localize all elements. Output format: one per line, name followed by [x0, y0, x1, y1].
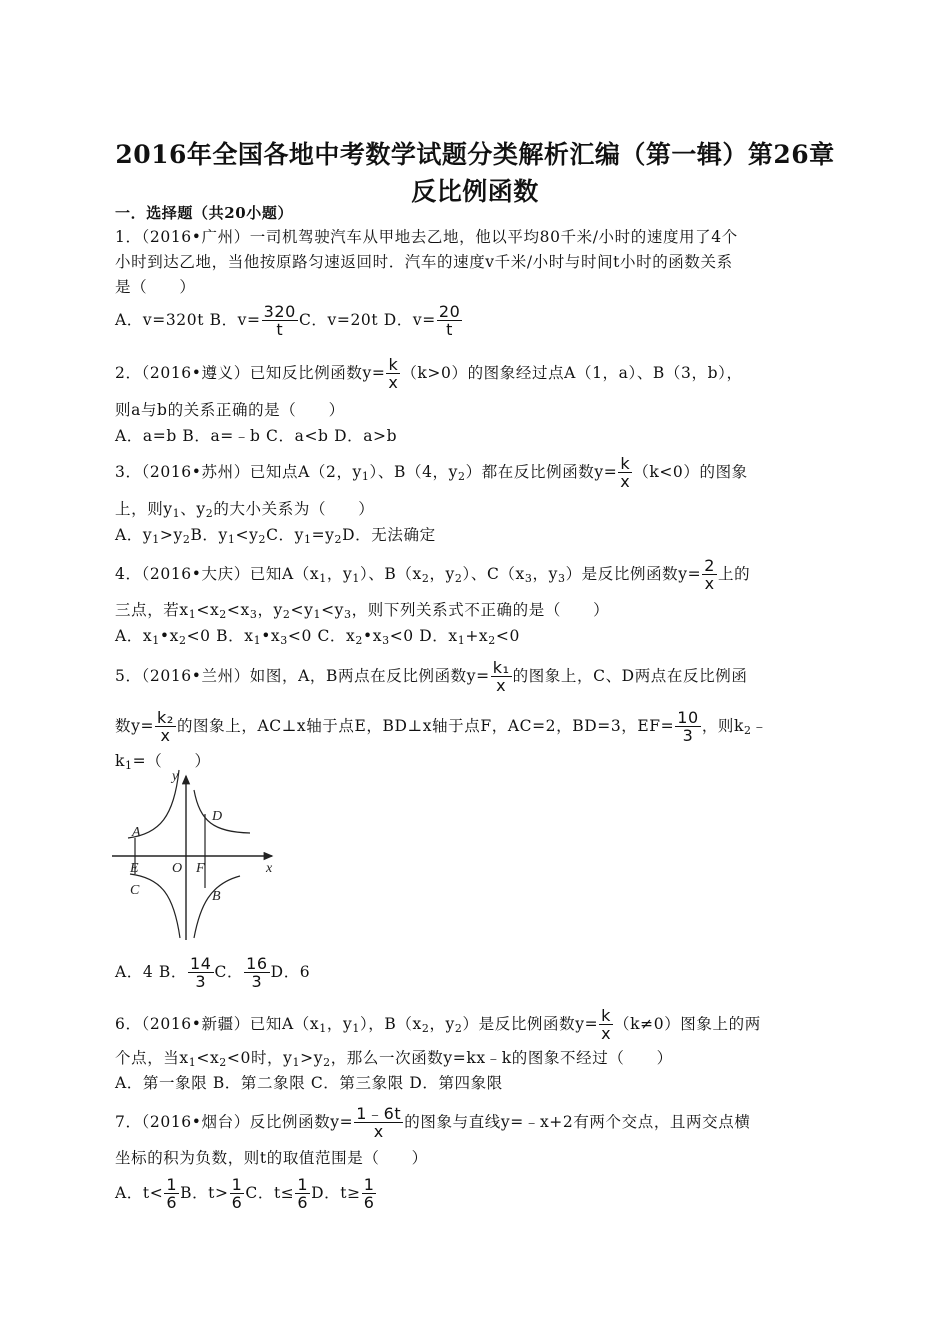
label-x: x	[266, 861, 273, 876]
q6-line2	[115, 1047, 840, 1069]
label-o: O	[172, 861, 183, 876]
q4-option: •x	[261, 627, 281, 645]
fraction-denominator: 6	[363, 1193, 375, 1212]
q3-fraction	[618, 455, 632, 491]
q3-text: ）都在反比例函数y=	[465, 463, 618, 481]
subscript: 2	[282, 608, 291, 621]
q7-option: D．t≥	[311, 1184, 361, 1202]
q6-text: ），B（x	[359, 1015, 422, 1033]
q5-hyperbola-graph	[110, 766, 280, 942]
q7-fraction-d	[362, 1176, 377, 1212]
fraction-denominator: x	[496, 676, 507, 695]
q3-text: 、y	[180, 500, 206, 518]
q4-text: ，y	[532, 565, 558, 583]
subscript: 2	[458, 470, 466, 483]
q7-option: A．t<	[115, 1184, 164, 1202]
fraction-numerator: 1﹣6t	[356, 1104, 402, 1123]
section-heading: 一．选择题（共20小题）	[115, 204, 294, 222]
subscript: 3	[524, 572, 533, 585]
subscript: 1	[319, 1022, 327, 1035]
q3-option: <y	[235, 526, 259, 544]
subscript: 2	[454, 1022, 463, 1035]
q5-line2	[115, 709, 840, 745]
subscript: 2	[744, 724, 752, 737]
q5-text: k	[115, 752, 125, 770]
subscript: 1	[313, 608, 322, 621]
subscript: 1	[303, 533, 312, 546]
q1-line1: 1．（2016•广州）一司机驾驶汽车从甲地去乙地，他以平均80千米/小时的速度用了4个	[115, 228, 738, 246]
subscript: 1	[253, 634, 262, 647]
q2-text: 2．（2016•遵义）已知反比例函数y=	[115, 364, 386, 382]
subscript: 2	[488, 634, 496, 647]
q3-option: A．y	[115, 526, 153, 544]
subscript: 1	[292, 1056, 301, 1069]
q2-options: A．a=b B．a=﹣b C．a<b D．a>b	[115, 427, 398, 445]
fraction-denominator: 6	[297, 1193, 309, 1212]
q5-option: D．6	[270, 963, 311, 981]
q7-option: B．t>	[180, 1184, 229, 1202]
fraction-numerator: 16	[246, 954, 268, 973]
q4-option: <0 B．x	[186, 627, 254, 645]
subscript: 1	[361, 470, 370, 483]
subscript: 1	[188, 608, 197, 621]
q4-text: <x	[226, 601, 250, 619]
fraction-denominator: 3	[251, 972, 263, 991]
q1-line3: 是（ ）	[115, 278, 196, 296]
q4-text: <y	[290, 601, 314, 619]
q4-option: •x	[362, 627, 383, 645]
q1-fraction-d	[437, 303, 463, 339]
q6-text: 个点，当x	[115, 1049, 189, 1067]
subscript: 1	[352, 572, 360, 585]
q7-option: C．t≤	[245, 1184, 295, 1202]
q7-text-post: 的图象与直线y=﹣x+2有两个交点，且两交点横	[404, 1113, 751, 1131]
q5-line1	[115, 659, 840, 695]
curve-k1-branch-lower-right	[194, 876, 240, 938]
subscript: 2	[355, 634, 363, 647]
q4-text: ）、C（x	[462, 565, 525, 583]
subscript: 1	[457, 634, 466, 647]
q5-text: 数y=	[115, 717, 155, 735]
q6-text-post: （k≠0）图象上的两	[614, 1015, 761, 1033]
q3-text: 的大小关系为（ ）	[213, 500, 375, 518]
q6-line1	[115, 1007, 840, 1043]
subscript: 3	[382, 634, 390, 647]
q4-text: <x	[196, 601, 220, 619]
fraction-numerator: 20	[438, 302, 461, 321]
subscript: 1	[352, 1022, 360, 1035]
q7-fraction	[354, 1105, 403, 1141]
q6-options: A．第一象限 B．第二象限 C．第三象限 D．第四象限	[115, 1074, 503, 1092]
fraction-numerator: 14	[189, 954, 212, 973]
fraction-numerator: k	[601, 1006, 612, 1025]
q5-text: ，则k	[701, 717, 745, 735]
subscript: 2	[323, 1056, 331, 1069]
subscript: 1	[152, 634, 160, 647]
fraction-denominator: x	[160, 726, 171, 745]
fraction-numerator: k	[388, 355, 399, 374]
q6-text: ）是反比例函数y=	[462, 1015, 599, 1033]
subscript: 1	[125, 759, 133, 772]
q6-fraction	[599, 1007, 613, 1043]
q4-options	[115, 625, 840, 647]
q1-option-a-b: A．v=320t B．v=	[115, 311, 261, 329]
q5-fraction-c	[244, 955, 270, 991]
subscript: 2	[421, 1022, 430, 1035]
q6-text: >y	[300, 1049, 324, 1067]
q4-option: <0 D．x	[389, 627, 458, 645]
fraction-denominator: 3	[682, 726, 694, 745]
subscript: 2	[421, 572, 430, 585]
q3-text: 3．（2016•苏州）已知点A（2，y	[115, 463, 362, 481]
q7-line2: 坐标的积为负数，则t的取值范围是（ ）	[115, 1149, 428, 1167]
fraction-numerator: 1	[231, 1175, 243, 1194]
subscript: 1	[152, 533, 160, 546]
q2-text-post: （k>0）的图象经过点A（1，a）、B（3，b），	[401, 364, 743, 382]
q4-text-post: 上的	[718, 565, 751, 583]
subscript: 2	[178, 634, 187, 647]
q3-option: C．y	[266, 526, 304, 544]
subscript: 2	[205, 507, 214, 520]
fraction-numerator: 1	[363, 1175, 375, 1194]
subscript: 2	[219, 1056, 227, 1069]
subscript: 2	[258, 533, 267, 546]
fraction-denominator: x	[704, 574, 715, 593]
q1-line2: 小时到达乙地，当他按原路匀速返回时．汽车的速度v千米/小时与时间t小时的函数关系	[115, 253, 733, 271]
q3-text: ）、B（4，y	[369, 463, 458, 481]
q4-option: <0	[495, 627, 520, 645]
q7-fraction-a	[164, 1176, 179, 1212]
q5-text: =（ ）	[132, 752, 211, 770]
subscript: 3	[280, 634, 288, 647]
q6-text: ，y	[429, 1015, 455, 1033]
q5-fraction-b	[188, 955, 214, 991]
q4-option: +x	[465, 627, 489, 645]
label-b: B	[212, 889, 221, 904]
q7-line1	[115, 1105, 840, 1141]
subscript: 2	[334, 533, 343, 546]
q3-line2	[115, 498, 840, 520]
q5-fraction-k2	[155, 709, 176, 745]
q6-text: <x	[196, 1049, 220, 1067]
q2-fraction	[386, 356, 400, 392]
q4-text: ，y	[429, 565, 455, 583]
q4-fraction	[702, 557, 717, 593]
q7-fraction-b	[230, 1176, 245, 1212]
fraction-numerator: 1	[166, 1175, 178, 1194]
q2-line1	[115, 356, 840, 392]
label-d: D	[212, 809, 223, 824]
q4-text: ，y	[257, 601, 283, 619]
fraction-numerator: 1	[297, 1175, 309, 1194]
q7-text: 7．（2016•烟台）反比例函数y=	[115, 1113, 354, 1131]
q6-text: 6．（2016•新疆）已知A（x	[115, 1015, 320, 1033]
subscript: 2	[454, 572, 463, 585]
subscript: 1	[227, 533, 236, 546]
subscript: 3	[344, 608, 352, 621]
q4-option: <0 C．x	[287, 627, 356, 645]
q4-line2	[115, 599, 840, 621]
q4-option: •x	[159, 627, 179, 645]
subscript: 2	[182, 533, 191, 546]
fraction-denominator: x	[373, 1122, 384, 1141]
q4-text: ，则下列关系式不正确的是（ ）	[351, 601, 610, 619]
q3-text-post: （k<0）的图象	[633, 463, 748, 481]
q5-options	[115, 955, 840, 991]
fraction-denominator: 6	[166, 1193, 178, 1212]
q5-text-post: 的图象上，C、D两点在反比例函	[512, 667, 748, 685]
q4-text: ）、B（x	[359, 565, 422, 583]
q5-text: ﹣	[751, 717, 768, 735]
subscript: 1	[188, 1056, 197, 1069]
label-a: A	[132, 825, 141, 840]
q3-option: >y	[159, 526, 183, 544]
fraction-numerator: 320	[263, 302, 296, 321]
q5-fraction-ef	[675, 709, 701, 745]
q7-fraction-c	[295, 1176, 310, 1212]
subscript: 3	[557, 572, 566, 585]
label-f: F	[196, 861, 205, 876]
q3-line1	[115, 455, 840, 491]
q4-option: A．x	[115, 627, 153, 645]
fraction-denominator: x	[388, 373, 399, 392]
label-e: E	[130, 861, 139, 876]
q7-options	[115, 1176, 840, 1212]
q5-text: 5．（2016•兰州）如图，A，B两点在反比例函数y=	[115, 667, 490, 685]
subscript: 1	[172, 507, 181, 520]
subscript: 1	[319, 572, 327, 585]
fraction-numerator: 2	[704, 556, 715, 575]
fraction-numerator: k₁	[492, 658, 510, 677]
q6-text: <0时，y	[226, 1049, 293, 1067]
q3-option: =y	[311, 526, 335, 544]
q6-text: ，y	[326, 1015, 353, 1033]
q5-option: C．	[214, 963, 244, 981]
q1-fraction-b	[262, 303, 298, 339]
q5-fraction-k1	[491, 659, 512, 695]
fraction-denominator: x	[620, 472, 631, 491]
fraction-numerator: k₂	[157, 708, 174, 727]
q3-option: D．无法确定	[342, 526, 436, 544]
q4-text: ）是反比例函数y=	[565, 565, 702, 583]
subscript: 2	[219, 608, 227, 621]
fraction-denominator: x	[601, 1024, 612, 1043]
q4-line1	[115, 557, 840, 593]
q1-option-c-d: C．v=20t D．v=	[298, 311, 436, 329]
fraction-denominator: t	[276, 320, 284, 339]
q3-options	[115, 524, 840, 546]
q5-option: A．4 B．	[115, 963, 187, 981]
q6-text: ，那么一次函数y=kx﹣k的图象不经过（ ）	[330, 1049, 673, 1067]
fraction-denominator: t	[446, 320, 454, 339]
document-title-line1: 2016年全国各地中考数学试题分类解析汇编（第一辑）第26章	[115, 140, 835, 169]
q5-text: 的图象上，AC⊥x轴于点E，BD⊥x轴于点F，AC=2，BD=3，EF=	[176, 717, 675, 735]
subscript: 3	[249, 608, 258, 621]
q4-text: ，y	[326, 565, 353, 583]
q2-line2: 则a与b的关系正确的是（ ）	[115, 401, 345, 419]
fraction-denominator: 3	[195, 972, 207, 991]
document-title-line2: 反比例函数	[411, 177, 539, 206]
q3-option: B．y	[190, 526, 228, 544]
q4-text: <y	[321, 601, 345, 619]
fraction-denominator: 6	[231, 1193, 243, 1212]
label-c: C	[130, 883, 140, 898]
q4-text: 4．（2016•大庆）已知A（x	[115, 565, 320, 583]
q1-options	[115, 303, 840, 339]
q3-text: 上，则y	[115, 500, 173, 518]
fraction-numerator: 10	[677, 708, 699, 727]
fraction-numerator: k	[620, 454, 631, 473]
label-y: y	[172, 769, 179, 784]
q4-text: 三点，若x	[115, 601, 189, 619]
